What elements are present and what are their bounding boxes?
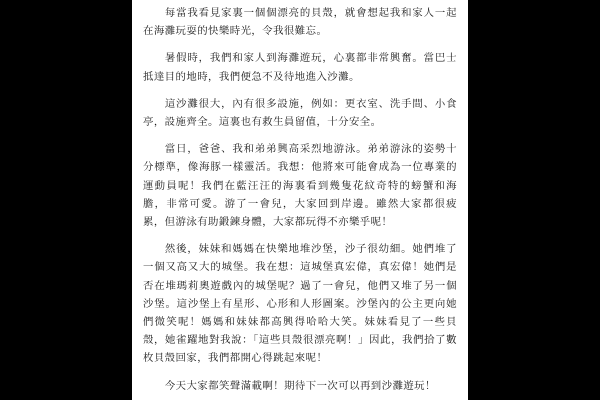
essay-body [143, 4, 457, 400]
paragraph-5: 然後，妹妹和媽媽在快樂地堆沙堡，沙子很幼細。她們堆了一個又高又大的城堡。我在想：這城堡真宏偉，真宏偉！她們是否在堆瑪莉奧遊戲內的城堡呢？過了一會兒，他們又堆了另一個沙堡。這沙堡上有星形、心形和人形圖案。沙堡內的公主更向她們微笑呢！媽媽和妹妹都高興得哈哈大笑。妹妹看見了一些貝殼，她雀躍地對我說：「這些貝殼很漂亮啊！」因此，我們拾了數枚貝殼回家，我們都開心得跳起來呢！ [143, 243, 457, 365]
document-page [132, 0, 468, 400]
paragraph-6: 今天大家都笑聲滿載啊！期待下一次可以再到沙灘遊玩！ [164, 379, 436, 392]
paragraph-3: 這沙灘很大，內有很多設施，例如：更衣室、洗手間、小食亭，設施齊全。這裏也有救生員留值，十分安全。 [143, 97, 457, 129]
paragraph-1: 每當我看見家裏一個個漂亮的貝殼，就會想起我和家人一起在海灘玩耍的快樂時光，令我很難忘。 [143, 7, 457, 38]
paragraph-2: 暑假時，我們和家人到海灘遊玩，心裏都非常興奮。當巴士抵達目的地時，我們便急不及待地進入沙灘。 [143, 52, 457, 83]
paragraph-4: 當日，爸爸、我和弟弟興高采烈地游泳。弟弟游泳的姿勢十分標準，像海豚一樣靈活。我想：他將來可能會成為一位專業的運動員呢！我們在藍汪汪的海裏看到幾隻花紋奇特的螃蟹和海膽，非常可愛。游了一會兒，大家回到岸邊。雖然大家都很疲累，但游泳有助鍛鍊身體，大家都玩得不亦樂乎呢！ [143, 143, 457, 229]
